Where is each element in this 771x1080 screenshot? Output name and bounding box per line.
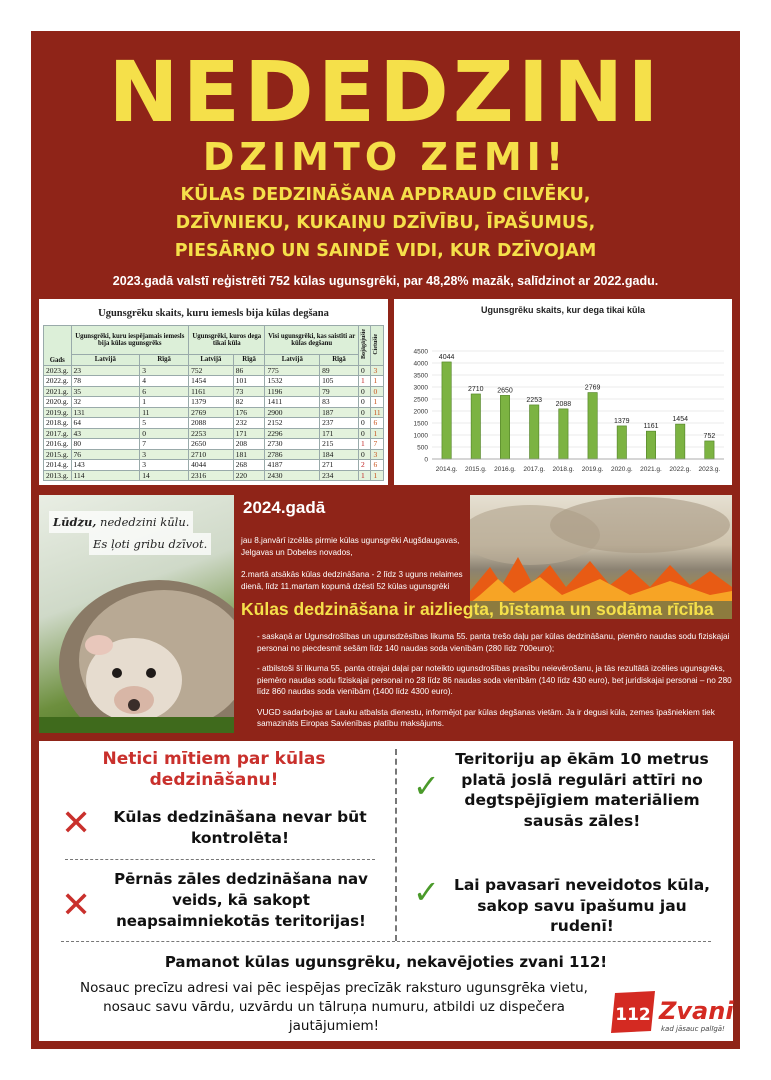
table-cell: 0	[371, 386, 384, 397]
x-tick-label: 2017.g.	[523, 466, 546, 473]
sub-riga: Rīgā	[233, 355, 265, 366]
x-tick-label: 2018.g.	[552, 466, 575, 473]
data-label: 2650	[497, 387, 513, 395]
table-cell: 2015.g.	[44, 449, 72, 460]
year-para-1: jau 8.janvārī izcēlās pirmie kūlas ugunsgrēki Augšdaugavas, Jelgavas un Dobeles novados,	[241, 536, 460, 557]
myth-1: Kūlas dedzināšana nevar būt kontrolēta!	[113, 808, 367, 847]
table-cell: 5	[140, 418, 189, 429]
table-cell: 78	[71, 376, 140, 387]
chart-bar	[471, 394, 480, 459]
table-cell: 2022.g.	[44, 376, 72, 387]
table-row	[44, 376, 384, 387]
table-cell: 32	[71, 397, 140, 408]
table-cell: 2253	[189, 428, 234, 439]
data-label: 2769	[584, 384, 601, 392]
table-cell: 2650	[189, 439, 234, 450]
table-row	[44, 449, 384, 460]
table-cell: 752	[189, 365, 234, 376]
table-cell: 3	[140, 460, 189, 471]
x-tick-label: 2020.g.	[610, 466, 633, 473]
y-tick-label: 4000	[413, 360, 428, 368]
chart-bar	[442, 362, 451, 459]
chart-bar	[617, 426, 626, 459]
table-row	[44, 460, 384, 471]
tip-1: Teritoriju ap ēkām 10 metrus platā joslā regulāri attīri no degtspējīgiem materiāliem sausās zāles!	[455, 750, 709, 830]
table-cell: 2019.g.	[44, 407, 72, 418]
col-group-only-grass: Ugunsgrēki, kuros dega tikai kūla	[189, 326, 265, 355]
data-label: 4044	[438, 353, 455, 361]
stat-line: 2023.gadā valstī reģistrēti 752 kūlas ugunsgrēki, par 48,28% mazāk, salīdzinot ar 2022.gadu.	[112, 274, 659, 288]
table-cell: 0	[358, 397, 371, 408]
table-cell: 184	[320, 449, 359, 460]
data-label: 1161	[643, 423, 659, 431]
table-cell: 268	[233, 460, 265, 471]
logo-text: kad jāsauc palīgā!	[661, 1025, 725, 1033]
x-tick-label: 2023.g.	[698, 466, 721, 473]
table-cell: 2017.g.	[44, 428, 72, 439]
data-label: 1379	[614, 417, 630, 425]
data-label: 752	[703, 432, 716, 440]
poster	[31, 31, 740, 1049]
chart-bar	[530, 405, 539, 459]
data-label: 1454	[672, 416, 688, 424]
y-tick-label: 3000	[413, 384, 428, 392]
table-cell: 83	[320, 397, 359, 408]
table-cell: 237	[320, 418, 359, 429]
sub-riga: Rīgā	[140, 355, 189, 366]
table-cell: 2786	[265, 449, 320, 460]
table-cell: 0	[358, 449, 371, 460]
cross-icon: ✕	[61, 803, 92, 844]
data-label: 2088	[555, 400, 572, 408]
main-subtitle: DZIMTO ZEMI!	[202, 135, 569, 179]
col-deaths: Bojāgājušie	[358, 326, 371, 366]
table-cell: 131	[71, 407, 140, 418]
data-label: 2253	[526, 396, 542, 404]
y-tick-label: 4500	[413, 348, 428, 356]
table-cell: 171	[233, 428, 265, 439]
check-icon: ✓	[413, 767, 440, 805]
table-cell: 176	[233, 407, 265, 418]
myth-2: Pērnās zāles dedzināšana nav veids, kā sakopt neapsaimniekotās teritorijas!	[114, 870, 368, 930]
table-cell: 79	[320, 386, 359, 397]
col-injured: Cietušie	[371, 326, 384, 366]
chart-bar	[646, 431, 655, 459]
y-tick-label: 3500	[413, 372, 428, 380]
table-cell: 220	[233, 470, 265, 481]
logo-112-zvani	[611, 987, 737, 1041]
x-tick-label: 2021.g.	[640, 466, 662, 473]
table-cell: 11	[140, 407, 189, 418]
table-cell: 6	[140, 386, 189, 397]
law-text	[257, 631, 732, 739]
table-cell: 2430	[265, 470, 320, 481]
table-cell: 1454	[189, 376, 234, 387]
table-cell: 775	[265, 365, 320, 376]
table-cell: 2316	[189, 470, 234, 481]
sub-riga: Rīgā	[320, 355, 359, 366]
table-cell: 1	[371, 397, 384, 408]
table-cell: 89	[320, 365, 359, 376]
table-cell: 14	[140, 470, 189, 481]
table-cell: 1	[140, 397, 189, 408]
table-cell: 3	[371, 365, 384, 376]
myths-panel	[39, 741, 733, 1041]
subhead-line: PIESĀRŅO UN SAINDĒ VIDI, KUR DZĪVOJAM	[174, 241, 597, 261]
call-heading: Pamanot kūlas ugunsgrēku, nekavējoties zvani 112!	[164, 953, 608, 971]
table-cell: 0	[358, 407, 371, 418]
table-cell: 2020.g.	[44, 397, 72, 408]
divider-vertical	[395, 749, 397, 941]
y-tick-label: 1000	[413, 432, 428, 440]
main-title: NEDEDZINI	[108, 43, 663, 141]
table-row	[44, 386, 384, 397]
ban-heading: Kūlas dedzināšana ir aizliegta, bīstama un sodāma rīcība	[241, 599, 714, 619]
y-tick-label: 2000	[413, 408, 428, 416]
call-text: Nosauc precīzu adresi vai pēc iespējas precīzāk raksturo ugunsgrēka vietu, nosauc savu vārdu, uzvārdu un tālruņa numuru, atbildi uz dispečera jautājumiem!	[80, 980, 588, 1034]
table-row	[44, 407, 384, 418]
table-row	[44, 418, 384, 429]
table-cell: 0	[358, 386, 371, 397]
bar-chart	[394, 299, 732, 485]
hedgehog-photo	[39, 495, 234, 733]
table-cell: 0	[358, 365, 371, 376]
chart-bar	[559, 409, 568, 459]
myths-title: Netici mītiem par kūlas dedzināšanu!	[102, 749, 326, 790]
bar-chart-panel	[394, 299, 732, 485]
x-tick-label: 2014.g.	[435, 466, 458, 473]
table-cell: 3	[140, 449, 189, 460]
table-cell: 234	[320, 470, 359, 481]
table-cell: 1411	[265, 397, 320, 408]
x-tick-label: 2016.g.	[494, 466, 516, 473]
chart-bar	[588, 393, 597, 459]
table-cell: 2013.g.	[44, 470, 72, 481]
table-cell: 232	[233, 418, 265, 429]
table-cell: 105	[320, 376, 359, 387]
tip-2: Lai pavasarī neveidotos kūla, sakop savu īpašumu jau rudenī!	[453, 876, 711, 935]
table-cell: 143	[71, 460, 140, 471]
col-group-all: Visi ugunsgrēki, kas saistīti ar kūlas degšanu	[265, 326, 358, 355]
law-para: VUGD sadarbojas ar Lauku atbalsta dienestu, informējot par kūlas degšanas vietām. Ja ir degusi kūla, zemes īpašniekiem tiek samazināts Eiropas Savienības platību maksājums.	[257, 707, 715, 728]
table-cell: 2021.g.	[44, 386, 72, 397]
table-cell: 1161	[189, 386, 234, 397]
col-gads: Gads	[44, 326, 72, 366]
chart-bar	[676, 424, 685, 459]
table-cell: 86	[233, 365, 265, 376]
subhead-line: DZĪVNIEKU, KUKAIŅU DZĪVĪBU, ĪPAŠUMUS,	[175, 213, 596, 233]
table-cell: 0	[140, 428, 189, 439]
logo-text: 112	[615, 1005, 651, 1025]
table-cell: 215	[320, 439, 359, 450]
table-cell: 1379	[189, 397, 234, 408]
table-cell: 1196	[265, 386, 320, 397]
table-cell: 4044	[189, 460, 234, 471]
table-cell: 187	[320, 407, 359, 418]
x-tick-label: 2022.g.	[669, 466, 692, 473]
table-cell: 2710	[189, 449, 234, 460]
table-cell: 2023.g.	[44, 365, 72, 376]
table-cell: 2088	[189, 418, 234, 429]
divider-horizontal	[65, 859, 375, 860]
table-cell: 4187	[265, 460, 320, 471]
table-cell: 2730	[265, 439, 320, 450]
table-cell: 3	[371, 449, 384, 460]
table-row	[44, 428, 384, 439]
table-row	[44, 365, 384, 376]
sub-latvija: Latvijā	[71, 355, 140, 366]
sub-latvija: Latvijā	[189, 355, 234, 366]
table-cell: 82	[233, 397, 265, 408]
table-cell: 0	[358, 428, 371, 439]
table-row	[44, 397, 384, 408]
table-cell: 3	[140, 365, 189, 376]
table-cell: 1	[371, 428, 384, 439]
table-cell: 80	[71, 439, 140, 450]
year-para-2: 2.martā atsākās kūlas dedzināšana - 2 līdz 3 uguns nelaimes dienā, līdz 11.martam kopumā dzēsti 52 kūlas ugunsgrēki	[241, 570, 463, 591]
table-cell: 2	[358, 460, 371, 471]
x-tick-label: 2019.g.	[581, 466, 604, 473]
year-heading: 2024.gadā	[243, 498, 326, 517]
table-cell: 0	[358, 418, 371, 429]
chart-bar	[500, 395, 509, 459]
table-cell: 1	[358, 439, 371, 450]
check-icon: ✓	[413, 873, 440, 911]
table-cell: 43	[71, 428, 140, 439]
law-para: - saskaņā ar Ugunsdrošības un ugunsdzēsības likuma 55. panta trešo daļu par kūlas dedzināšanu, piemēro naudas sodu fiziskajai personai no piecdesmit sešām līdz 140 naudas soda vienībām (280 līdz 700euro);	[257, 632, 730, 653]
chart-bar	[705, 441, 714, 459]
subhead-line: KŪLAS DEDZINĀŠANA APDRAUD CILVĒKU,	[180, 185, 591, 205]
table-cell: 271	[320, 460, 359, 471]
table-cell: 1	[371, 470, 384, 481]
table-cell: 1	[371, 376, 384, 387]
table-cell: 2018.g.	[44, 418, 72, 429]
table-cell: 6	[371, 418, 384, 429]
data-label: 2710	[468, 385, 484, 393]
x-tick-label: 2015.g.	[464, 466, 487, 473]
table-cell: 171	[320, 428, 359, 439]
table-cell: 7	[140, 439, 189, 450]
hedgehog-quote: Lūdzu, nededzini kūlu. Es ļoti gribu dzīvot.	[49, 511, 211, 555]
divider-horizontal	[61, 941, 711, 942]
table-title: Ugunsgrēku skaits, kuru iemesls bija kūlas degšana	[98, 308, 329, 319]
y-tick-label: 500	[417, 444, 428, 452]
law-para: - atbilstoši šī likuma 55. panta otrajai daļai par noteikto ugunsdrošības prasību neievērošanu, ja tās rezultātā izcēlies ugunsgrēks, piemēro naudas sodu fiziskajai personai no 28 līdz 86 naudas soda vienībām (140 līdz 430 euro), bet juridiskajai personai – no 280 līdz 860 naudas soda vienībām (1400 līdz 4300 euro).	[257, 664, 732, 696]
table-cell: 64	[71, 418, 140, 429]
table-cell: 11	[371, 407, 384, 418]
table-cell: 35	[71, 386, 140, 397]
fires-table-panel	[39, 299, 388, 485]
table-cell: 76	[71, 449, 140, 460]
table-cell: 7	[371, 439, 384, 450]
table-cell: 2016.g.	[44, 439, 72, 450]
fires-table	[43, 325, 384, 481]
table-cell: 2296	[265, 428, 320, 439]
table-cell: 181	[233, 449, 265, 460]
table-cell: 101	[233, 376, 265, 387]
table-cell: 1	[358, 376, 371, 387]
y-tick-label: 1500	[413, 420, 428, 428]
table-row	[44, 470, 384, 481]
table-cell: 1	[358, 470, 371, 481]
table-cell: 73	[233, 386, 265, 397]
chart-title: Ugunsgrēku skaits, kur dega tikai kūla	[480, 305, 646, 315]
table-row	[44, 439, 384, 450]
table-cell: 6	[371, 460, 384, 471]
table-cell: 4	[140, 376, 189, 387]
y-tick-label: 0	[424, 456, 428, 464]
col-group-possible: Ugunsgrēki, kuru iespējamais iemesls bija kūlas ugunsgrēks	[71, 326, 189, 355]
table-cell: 1532	[265, 376, 320, 387]
table-cell: 208	[233, 439, 265, 450]
warning-subhead	[31, 181, 740, 265]
table-cell: 2900	[265, 407, 320, 418]
table-cell: 2152	[265, 418, 320, 429]
cross-icon: ✕	[61, 885, 92, 926]
table-cell: 2769	[189, 407, 234, 418]
table-cell: 23	[71, 365, 140, 376]
y-tick-label: 2500	[413, 396, 428, 404]
sub-latvija: Latvijā	[265, 355, 320, 366]
table-cell: 2014.g.	[44, 460, 72, 471]
logo-text: Zvani	[659, 997, 734, 1025]
table-cell: 114	[71, 470, 140, 481]
